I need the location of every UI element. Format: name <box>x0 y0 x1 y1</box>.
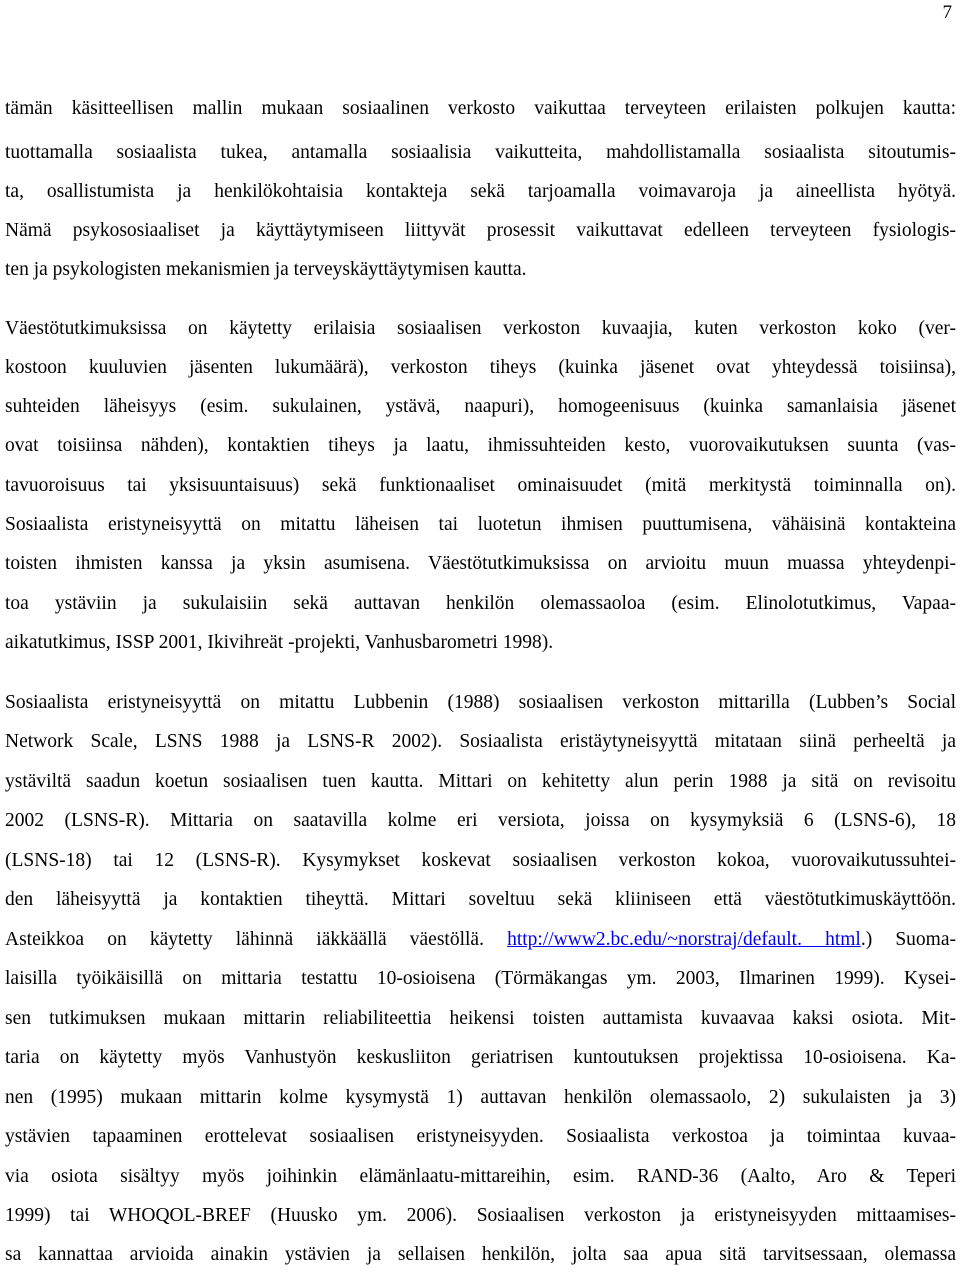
text-line: 2002 (LSNS-R). Mittaria on saatavilla kolme eri versiota, joissa on kysymyksiä 6 (LSNS-6), 18 <box>5 810 956 831</box>
text-line: tuottamalla sosiaalista tukea, antamalla sosiaalisia vaikutteita, mahdollistamalla sosiaalista sitoutumis- <box>5 142 956 163</box>
text-line: nen (1995) mukaan mittarin kolme kysymystä 1) auttavan henkilön olemassaolo, 2) sukulaisten ja 3) <box>5 1087 956 1108</box>
text-line: den läheisyyttä ja kontaktien tiheyttä. Mittari soveltuu sekä kliiniseen että väestötutkimuskäyttöön. <box>5 889 956 910</box>
text-line: taria on käytetty myös Vanhustyön keskusliiton geriatrisen kuntoutuksen projektissa 10-osioisena. Ka- <box>5 1047 956 1068</box>
text-segment: Asteikkoa on käytetty lähinnä iäkkäällä väestöllä. <box>5 929 508 950</box>
text-line: ten ja psykologisten mekanismien ja terveyskäyttäytymisen kautta. <box>5 259 527 280</box>
text-line: sa kannattaa arvioida ainakin ystävien ja sellaisen henkilön, jolta saa apua sitä tarvitsessaan, olemassa <box>5 1244 956 1265</box>
text-line: Sosiaalista eristyneisyyttä on mitattu Lubbenin (1988) sosiaalisen verkoston mittarilla (Lubben’s Social <box>5 692 956 713</box>
text-line: sen tutkimuksen mukaan mittarin reliabiliteettia heikensi toisten auttamista kuvaavaa kaksi osiota. Mit- <box>5 1008 956 1029</box>
text-line: toa ystäviin ja sukulaisiin sekä auttavan henkilön olemassaoloa (esim. Elinolotutkimus, Vapaa- <box>5 593 956 614</box>
text-line: Sosiaalista eristyneisyyttä on mitattu läheisen tai luotetun ihmisen puuttumisena, vähäisinä kontakteina <box>5 514 956 535</box>
text-line: ystävien tapaaminen erottelevat sosiaalisen eristyneisyyden. Sosiaalista verkostoa ja toimintaa kuvaa- <box>5 1126 956 1147</box>
text-line: tämän käsitteellisen mallin mukaan sosiaalinen verkosto vaikuttaa terveyteen erilaisten polkujen kautta: <box>5 98 956 119</box>
text-line: kostoon kuuluvien jäsenten lukumäärä), verkoston tiheys (kuinka jäsenet ovat yhteydessä toisiinsa), <box>5 357 956 378</box>
text-segment: .) Suoma- <box>860 929 956 950</box>
text-line: Väestötutkimuksissa on käytetty erilaisia sosiaalisen verkoston kuvaajia, kuten verkoston koko (ver- <box>5 318 956 339</box>
text-line: aikatutkimus, ISSP 2001, Ikivihreät -projekti, Vanhusbarometri 1998). <box>5 632 554 653</box>
text-line: ta, osallistumista ja henkilökohtaisia kontakteja sekä tarjoamalla voimavaroja ja aineellista hyötyä. <box>5 181 956 202</box>
text-line: Network Scale, LSNS 1988 ja LSNS-R 2002). Sosiaalista eristäytyneisyyttä mitataan siinä perheeltä ja <box>5 731 956 752</box>
url-link[interactable]: http://www2.bc.edu/~norstraj/default. html <box>507 929 861 950</box>
page-number: 7 <box>942 2 952 23</box>
text-line: ystäviltä saadun koetun sosiaalisen tuen kautta. Mittari on kehitetty alun perin 1988 ja sitä on revisoitu <box>5 771 956 792</box>
text-line: 1999) tai WHOQOL-BREF (Huusko ym. 2006). Sosiaalisen verkoston ja eristyneisyyden mittaamises- <box>5 1205 956 1226</box>
text-line: toisten ihmisten kanssa ja yksin asumisena. Väestötutkimuksissa on arvioitu muun muassa yhteydenpi- <box>5 553 956 574</box>
text-line: (LSNS-18) tai 12 (LSNS-R). Kysymykset koskevat sosiaalisen verkoston kokoa, vuorovaikutussuhtei- <box>5 850 956 871</box>
text-line: suhteiden läheisyys (esim. sukulainen, ystävä, naapuri), homogeenisuus (kuinka samanlaisia jäsenet <box>5 396 956 417</box>
text-line: tavuoroisuus tai yksisuuntaisuus) sekä funktionaaliset ominaisuudet (mitä merkitystä toiminnalla on). <box>5 475 956 496</box>
text-line: ovat toisiinsa nähden), kontaktien tiheys ja laatu, ihmissuhteiden kesto, vuorovaikutuksen suunta (vas- <box>5 435 956 456</box>
text-line: via osiota sisältyy myös joihinkin elämänlaatu-mittareihin, esim. RAND-36 (Aalto, Aro & Teperi <box>5 1166 956 1187</box>
text-line: Nämä psykososiaaliset ja käyttäytymiseen liittyvät prosessit vaikuttavat edelleen terveyteen fysiologis- <box>5 220 956 241</box>
text-line <box>5 928 956 952</box>
text-line: laisilla työikäisillä on mittaria testattu 10-osioisena (Törmäkangas ym. 2003, Ilmarinen 1999). Kysei- <box>5 968 956 989</box>
